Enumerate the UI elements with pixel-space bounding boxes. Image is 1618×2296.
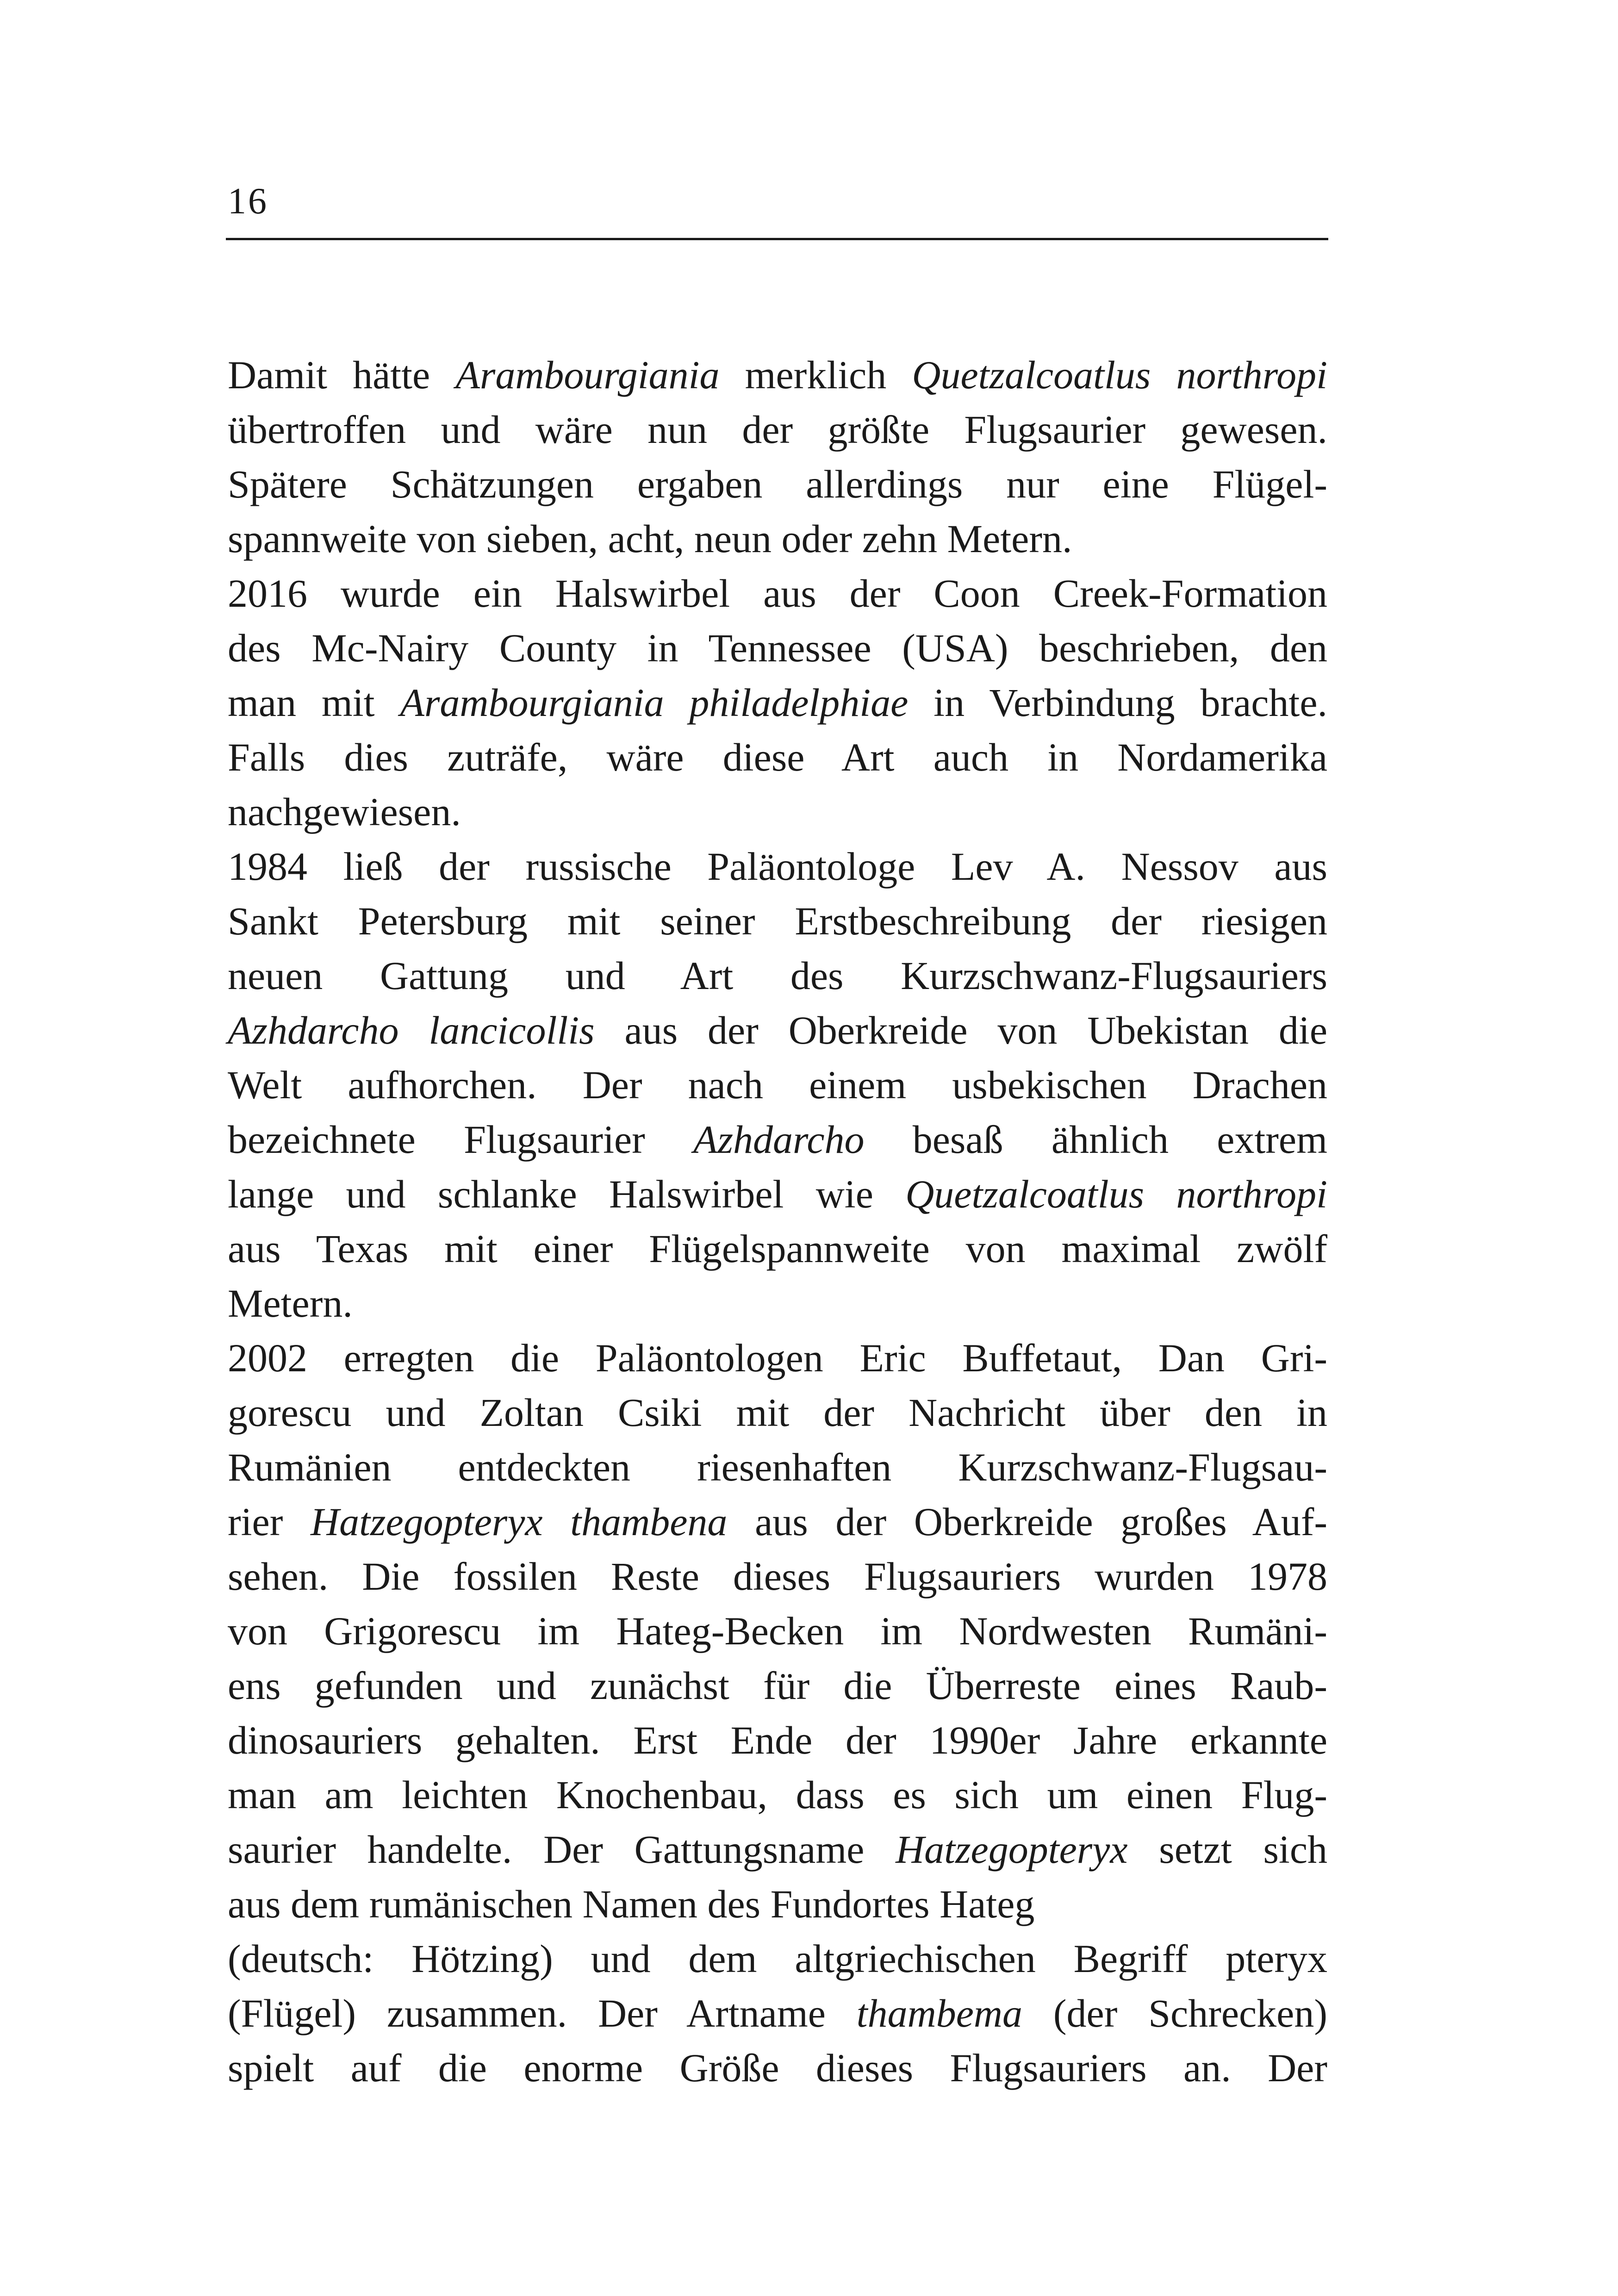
text-line: [228, 1494, 1327, 1549]
text-line: [228, 566, 1327, 621]
text-run: (deutsch: Hötzing) und dem altgriechischen Begriff pteryx: [228, 1936, 1327, 1981]
text-line: [228, 1221, 1327, 1276]
text-run: ens gefunden und zunächst für die Überreste eines Raub-: [228, 1663, 1327, 1708]
text-line: [228, 1713, 1327, 1767]
text-run: lange und schlanke Halswirbel wie: [228, 1172, 906, 1216]
text-run: (der Schrecken): [1022, 1991, 1327, 2035]
header-rule: [226, 238, 1328, 240]
text-run: in Verbindung brachte.: [908, 680, 1327, 725]
species-name: Quetzalcoatlus northropi: [905, 1172, 1327, 1216]
text-run: spielt auf die enorme Größe dieses Flugsauriers an. Der: [228, 2046, 1327, 2090]
text-line: [228, 1167, 1327, 1221]
text-line: [228, 730, 1327, 784]
text-line: [228, 1112, 1327, 1167]
text-line: [228, 348, 1327, 402]
text-line: [228, 1549, 1327, 1604]
text-line: [228, 511, 1327, 566]
text-line: [228, 1385, 1327, 1440]
text-run: merklich: [719, 353, 912, 397]
text-line: [228, 839, 1327, 894]
text-line: [228, 1658, 1327, 1713]
text-line: [228, 402, 1327, 457]
text-run: nachgewiesen.: [228, 790, 461, 834]
text-run: rier: [228, 1500, 311, 1544]
text-run: man mit: [228, 680, 400, 725]
text-line: [228, 1877, 1327, 1931]
text-line: [228, 1986, 1327, 2041]
text-run: Damit hätte: [228, 353, 456, 397]
species-name: Quetzalcoatlus northropi: [912, 353, 1327, 397]
text-line: [228, 621, 1327, 675]
text-run: spannweite von sieben, acht, neun oder zehn Metern.: [228, 516, 1072, 561]
page-number: 16: [228, 181, 268, 222]
body-text: [228, 348, 1327, 2095]
text-run: Sankt Petersburg mit seiner Erstbeschreibung der riesigen: [228, 899, 1327, 943]
text-run: gorescu und Zoltan Csiki mit der Nachricht über den in: [228, 1390, 1327, 1435]
text-run: man am leichten Knochenbau, dass es sich um einen Flug-: [228, 1773, 1327, 1817]
text-run: setzt sich: [1127, 1827, 1327, 1872]
text-line: [228, 1767, 1327, 1822]
text-run: aus der Oberkreide großes Auf-: [727, 1500, 1327, 1544]
text-run: besaß ähnlich extrem: [864, 1117, 1327, 1162]
text-run: Spätere Schätzungen ergaben allerdings nur eine Flügel-: [228, 462, 1327, 506]
text-run: Falls dies zuträfe, wäre diese Art auch in Nordamerika: [228, 735, 1327, 779]
text-run: 2002 erregten die Paläontologen Eric Buffetaut, Dan Gri-: [228, 1336, 1327, 1380]
text-run: aus dem rumänischen Namen des Fundortes Hateg: [228, 1882, 1035, 1926]
text-run: sehen. Die fossilen Reste dieses Flugsauriers wurden 1978: [228, 1554, 1327, 1599]
text-line: [228, 894, 1327, 948]
text-line: [228, 675, 1327, 730]
text-line: [228, 1931, 1327, 1986]
text-run: Rumänien entdeckten riesenhaften Kurzschwanz-Flugsau-: [228, 1445, 1327, 1489]
text-run: aus Texas mit einer Flügelspannweite von maximal zwölf: [228, 1226, 1327, 1271]
text-line: [228, 784, 1327, 839]
text-line: [228, 1822, 1327, 1877]
text-line: [228, 1604, 1327, 1658]
text-run: bezeichnete Flugsaurier: [228, 1117, 694, 1162]
text-line: [228, 948, 1327, 1003]
species-name: Hatzegopteryx: [896, 1827, 1128, 1872]
text-line: [228, 2041, 1327, 2095]
text-line: [228, 1058, 1327, 1112]
text-run: Metern.: [228, 1281, 353, 1325]
species-name: Arambourgiania philadelphiae: [400, 680, 909, 725]
text-run: (Flügel) zusammen. Der Artname: [228, 1991, 857, 2035]
text-line: [228, 1276, 1327, 1331]
text-line: [228, 1331, 1327, 1385]
species-name: Azhdarcho lancicollis: [228, 1008, 595, 1052]
species-name: Hatzegopteryx thambena: [311, 1500, 728, 1544]
text-run: 1984 ließ der russische Paläontologe Lev A. Nessov aus: [228, 844, 1327, 889]
species-name: Arambourgiania: [455, 353, 720, 397]
text-line: [228, 457, 1327, 511]
text-line: [228, 1440, 1327, 1494]
text-line: [228, 1003, 1327, 1058]
text-run: des Mc-Nairy County in Tennessee (USA) beschrieben, den: [228, 626, 1327, 670]
text-run: neuen Gattung und Art des Kurzschwanz-Flugsauriers: [228, 953, 1327, 998]
text-run: 2016 wurde ein Halswirbel aus der Coon Creek-Formation: [228, 571, 1327, 616]
text-run: übertroffen und wäre nun der größte Flugsaurier gewesen.: [228, 407, 1327, 452]
text-run: Welt aufhorchen. Der nach einem usbekischen Drachen: [228, 1063, 1327, 1107]
text-run: dinosauriers gehalten. Erst Ende der 1990er Jahre erkannte: [228, 1718, 1327, 1762]
species-name: Azhdarcho: [693, 1117, 865, 1162]
species-name: thambema: [856, 1991, 1023, 2035]
text-run: aus der Oberkreide von Ubekistan die: [594, 1008, 1327, 1052]
text-run: saurier handelte. Der Gattungsname: [228, 1827, 896, 1872]
text-run: von Grigorescu im Hateg-Becken im Nordwesten Rumäni-: [228, 1609, 1327, 1653]
